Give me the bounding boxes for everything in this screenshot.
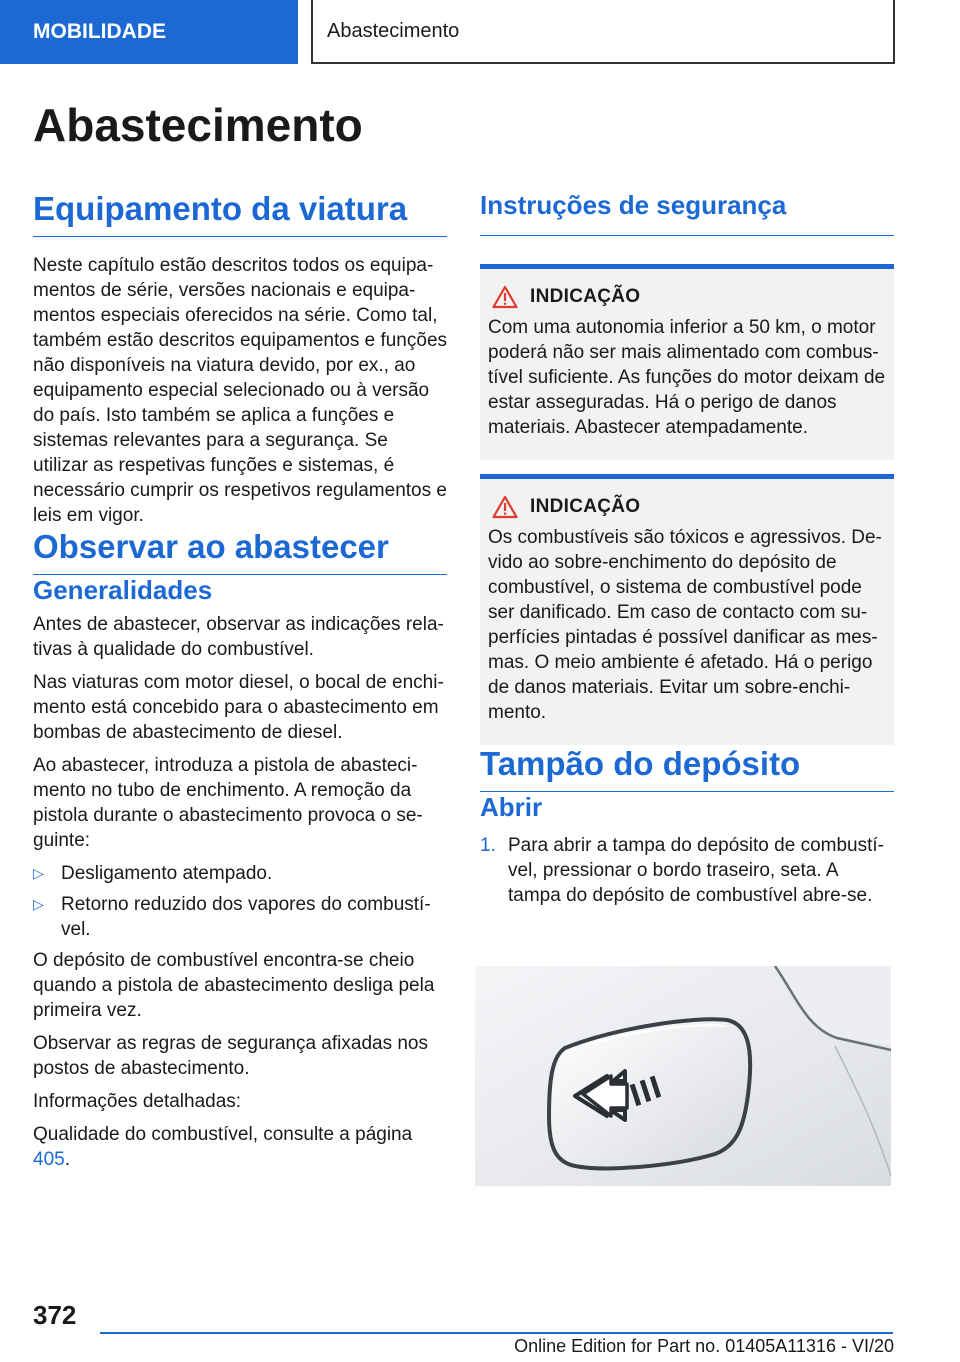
note-text: Os combustíveis são tóxicos e agressivos. Devido ao sobre-enchimento do depósito de combustível, o sistema de combustível pode ser danificado. Em caso de contacto com superfícies pintadas é possível danificar as mesmas. O meio ambiente é afetado. Há o perigo de danos materiais. Evitar um sobre-enchimento.: [488, 527, 882, 723]
warning-triangle-icon: [492, 495, 518, 519]
left-column: [33, 190, 447, 1172]
consequence-list: [33, 861, 447, 942]
warning-triangle-icon: [492, 285, 518, 309]
paragraph-fuel-quality: Antes de abastecer, observar as indicações relativas à qualidade do combustível.: [33, 614, 444, 660]
page-title: Abastecimento: [33, 99, 363, 151]
heading-equipment: Equipamento da viatura: [33, 190, 447, 237]
fuel-cap-photo: [475, 966, 891, 1186]
footer-divider: [100, 1332, 893, 1334]
subheading-open: Abrir: [480, 792, 543, 822]
edition-text: Online Edition for Part no. 01405A11316 - VI/20: [514, 1336, 894, 1356]
note-header: [492, 495, 886, 519]
list-item: [33, 861, 447, 886]
right-column: [480, 190, 894, 908]
page-number: 372: [33, 1300, 77, 1330]
paragraph-reference: [33, 1122, 447, 1172]
bullet-triangle-icon: ▷: [33, 896, 44, 912]
paragraph-diesel: Nas viaturas com motor diesel, o bocal de enchimento está concebido para o abastecimento em bombas de abastecimento de diesel.: [33, 672, 444, 743]
warning-note: [480, 474, 894, 745]
subheading-general: Generalidades: [33, 575, 213, 605]
note-title: INDICAÇÃO: [530, 286, 641, 307]
chapter-tab[interactable]: [311, 0, 895, 64]
step-item: [480, 833, 894, 908]
bullet-triangle-icon: ▷: [33, 865, 44, 881]
paragraph-safety-rules: Observar as regras de segurança afixadas nos postos de abastecimento.: [33, 1033, 428, 1079]
paragraph-nozzle: Ao abastecer, introduza a pistola de abastecimento no tubo de enchimento. A remoção da pistola durante o abastecimento provoca o seguinte:: [33, 755, 423, 851]
heading-fuel-cap: Tampão do depósito: [480, 745, 894, 792]
page-link[interactable]: 405: [33, 1149, 65, 1170]
note-text: Com uma autonomia inferior a 50 km, o motor poderá não ser mais alimentado com combustível suficiente. As funções do motor deixam de estar asseguradas. Há o perigo de danos materiais. Abastecer atempadamente.: [488, 317, 886, 438]
step-number: 1.: [480, 835, 496, 856]
paragraph-tank-full: O depósito de combustível encontra-se cheio quando a pistola de abastecimento desliga pela primeira vez.: [33, 950, 435, 1021]
list-item-text: Retorno reduzido dos vapores do combustível.: [61, 894, 431, 940]
open-steps: [480, 833, 894, 908]
warning-note: [480, 264, 894, 460]
fuel-cap-arrow-illustration: [475, 966, 891, 1186]
heading-safety: Instruções de segurança: [480, 190, 894, 236]
paragraph-details-label: Informações detalhadas:: [33, 1091, 242, 1112]
list-item-text: Desligamento atempado.: [61, 863, 273, 884]
reference-text: Qualidade do combustível, consulte a página: [33, 1124, 413, 1145]
note-header: [492, 285, 886, 309]
section-tab[interactable]: [0, 0, 298, 64]
heading-observe-refuel: Observar ao abastecer: [33, 528, 447, 575]
step-text: Para abrir a tampa do depósito de combustível, pressionar o bordo traseiro, seta. A tampa do depósito de combustível abre-se.: [508, 835, 884, 906]
note-title: INDICAÇÃO: [530, 496, 641, 517]
section-label: MOBILIDADE: [33, 20, 166, 43]
chapter-label: Abastecimento: [327, 19, 460, 42]
equipment-paragraph: Neste capítulo estão descritos todos os equipamentos de série, versões nacionais e equipamentos especiais oferecidos na série. Como tal, também estão descritos equipamentos e funções não disponíveis na viatura devido, por ex., ao equipamento especial selecionado ou à versão do país. Isto também se aplica a funções e sistemas relevantes para a segurança. Se utilizar as respetivas funções e sistemas, é necessário cumprir os respetivos regulamentos e leis em vigor.: [33, 255, 448, 526]
list-item: [33, 892, 447, 942]
reference-end: .: [64, 1149, 70, 1170]
